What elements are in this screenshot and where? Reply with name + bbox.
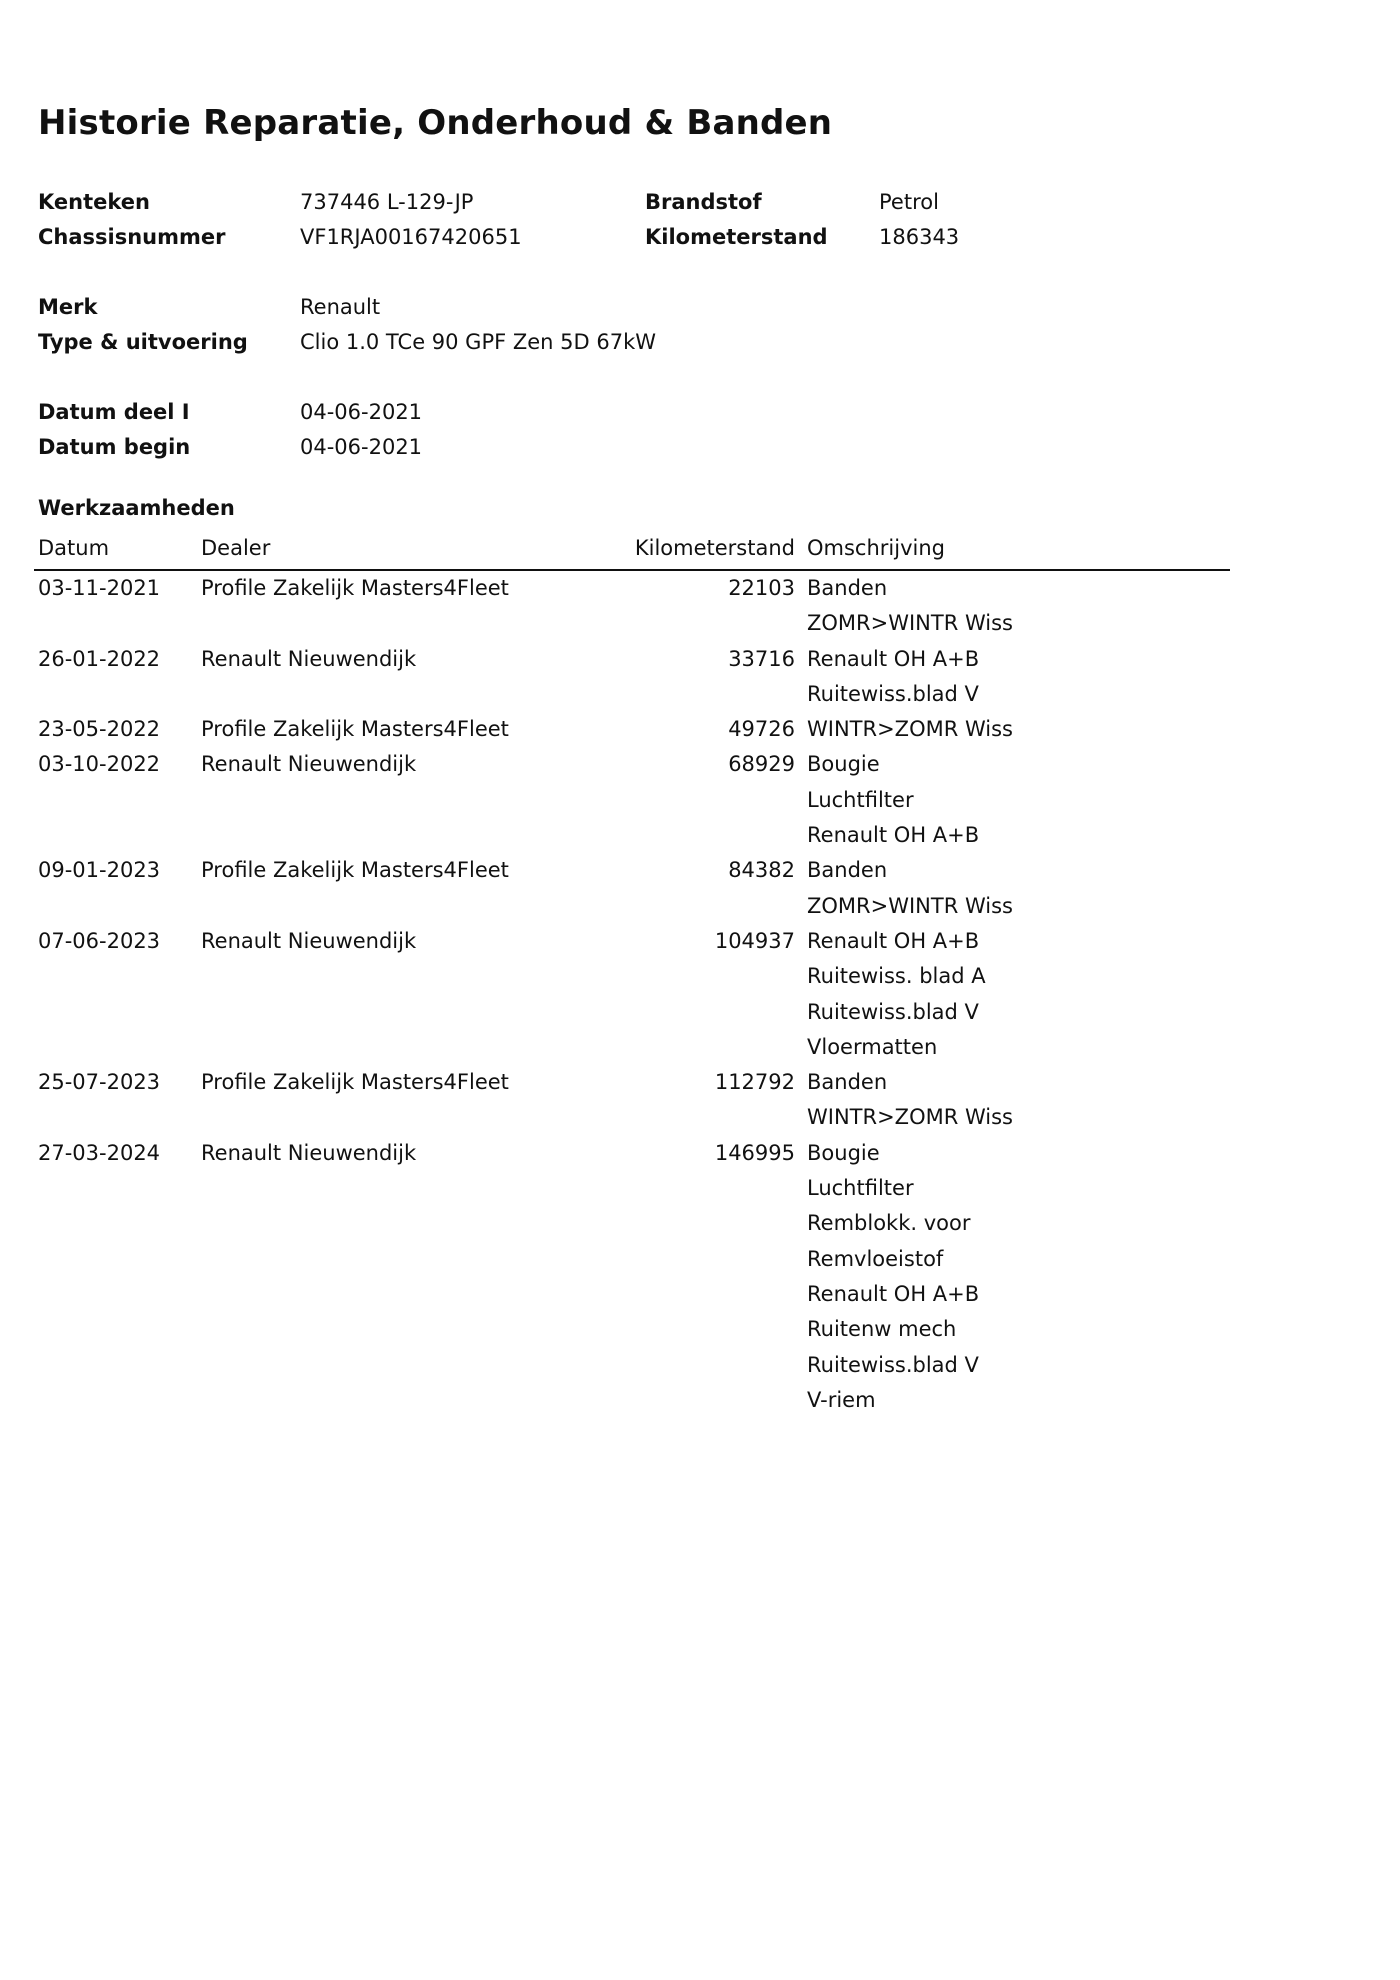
werkzaamheden-title: Werkzaamheden <box>38 496 235 520</box>
omschrijving-line: Ruitewiss.blad V <box>807 681 979 706</box>
cell-kilometerstand: 68929 <box>728 752 795 777</box>
omschrijving-line: WINTR>ZOMR Wiss <box>807 1105 1014 1130</box>
omschrijving-line: Ruitewiss. blad A <box>807 964 986 989</box>
omschrijving-line: Bougie <box>807 752 880 777</box>
cell-datum: 09-01-2023 <box>38 858 161 883</box>
table-row <box>34 1136 1230 1418</box>
omschrijving-line: ZOMR>WINTR Wiss <box>807 893 1014 918</box>
kilometerstand-label: Kilometerstand <box>645 225 828 249</box>
cell-kilometerstand: 112792 <box>714 1070 795 1095</box>
cell-kilometerstand: 22103 <box>728 576 795 600</box>
omschrijving-line: Renault OH A+B <box>807 928 980 953</box>
merk-value: Renault <box>300 295 381 319</box>
omschrijving-line: Ruitewiss.blad V <box>807 999 979 1024</box>
datum-deel-label: Datum deel I <box>38 400 190 424</box>
cell-omschrijving <box>807 642 1400 713</box>
kenteken-value: 737446 L-129-JP <box>300 190 474 214</box>
cell-omschrijving <box>807 853 1400 924</box>
cell-datum: 27-03-2024 <box>38 1140 161 1165</box>
cell-dealer: Profile Zakelijk Masters4Fleet <box>201 858 509 883</box>
cell-kilometerstand: 146995 <box>714 1140 795 1165</box>
omschrijving-line: Banden <box>807 576 888 600</box>
cell-kilometerstand: 104937 <box>714 928 795 953</box>
datum-deel-value: 04-06-2021 <box>300 400 423 424</box>
cell-omschrijving <box>807 747 1400 853</box>
merk-label: Merk <box>38 295 98 319</box>
kilometerstand-value: 186343 <box>879 225 960 249</box>
cell-dealer: Renault Nieuwendijk <box>201 646 417 671</box>
cell-omschrijving <box>807 1065 1400 1136</box>
omschrijving-line: Renault OH A+B <box>807 646 980 671</box>
datum-begin-value: 04-06-2021 <box>300 435 423 459</box>
kenteken-label: Kenteken <box>38 190 150 214</box>
column-header-dealer: Dealer <box>201 536 271 560</box>
omschrijving-line: Renault OH A+B <box>807 823 980 848</box>
column-header-omschrijving: Omschrijving <box>807 536 945 560</box>
cell-omschrijving <box>807 571 1400 642</box>
type-uitvoering-value: Clio 1.0 TCe 90 GPF Zen 5D 67kW <box>300 330 657 354</box>
table-row <box>34 571 1230 642</box>
werkzaamheden-table <box>34 536 1230 1418</box>
brandstof-value: Petrol <box>879 190 939 214</box>
cell-omschrijving <box>807 924 1400 1065</box>
cell-kilometerstand: 84382 <box>728 858 795 883</box>
omschrijving-line: Ruitenw mech <box>807 1317 957 1342</box>
table-row <box>34 747 1230 853</box>
omschrijving-line: Bougie <box>807 1140 880 1165</box>
brandstof-label: Brandstof <box>645 190 762 214</box>
datum-begin-label: Datum begin <box>38 435 191 459</box>
omschrijving-line: Renault OH A+B <box>807 1281 980 1306</box>
table-row <box>34 924 1230 1065</box>
omschrijving-line: Remvloeistof <box>807 1246 944 1271</box>
omschrijving-line: Luchtfilter <box>807 787 914 812</box>
page-title: Historie Reparatie, Onderhoud & Banden <box>38 103 833 143</box>
table-header <box>34 536 1230 571</box>
cell-datum: 07-06-2023 <box>38 928 161 953</box>
column-header-datum: Datum <box>38 536 110 560</box>
table-row <box>34 712 1230 747</box>
cell-dealer: Profile Zakelijk Masters4Fleet <box>201 1070 509 1095</box>
table-row <box>34 1065 1230 1136</box>
cell-dealer: Renault Nieuwendijk <box>201 1140 417 1165</box>
cell-datum: 03-10-2022 <box>38 752 161 777</box>
column-header-kilometerstand: Kilometerstand <box>634 536 795 560</box>
document-page <box>38 0 1368 1980</box>
omschrijving-line: WINTR>ZOMR Wiss <box>807 717 1014 742</box>
table-row <box>34 853 1230 924</box>
cell-dealer: Profile Zakelijk Masters4Fleet <box>201 576 509 600</box>
omschrijving-line: Vloermatten <box>807 1034 938 1059</box>
cell-kilometerstand: 33716 <box>728 646 795 671</box>
cell-datum: 26-01-2022 <box>38 646 161 671</box>
omschrijving-line: Banden <box>807 1070 888 1095</box>
chassisnummer-label: Chassisnummer <box>38 225 226 249</box>
cell-datum: 23-05-2022 <box>38 717 161 742</box>
table-row <box>34 642 1230 713</box>
omschrijving-line: Remblokk. voor <box>807 1211 971 1236</box>
cell-kilometerstand: 49726 <box>728 717 795 742</box>
cell-dealer: Renault Nieuwendijk <box>201 928 417 953</box>
cell-omschrijving <box>807 712 1400 747</box>
table-body <box>34 571 1230 1418</box>
cell-omschrijving <box>807 1136 1400 1418</box>
omschrijving-line: Luchtfilter <box>807 1176 914 1201</box>
cell-datum: 03-11-2021 <box>38 576 161 600</box>
omschrijving-line: V-riem <box>807 1387 876 1412</box>
chassisnummer-value: VF1RJA00167420651 <box>300 225 522 249</box>
omschrijving-line: Banden <box>807 858 888 883</box>
cell-datum: 25-07-2023 <box>38 1070 161 1095</box>
cell-dealer: Renault Nieuwendijk <box>201 752 417 777</box>
type-uitvoering-label: Type & uitvoering <box>38 330 248 354</box>
omschrijving-line: ZOMR>WINTR Wiss <box>807 611 1014 636</box>
omschrijving-line: Ruitewiss.blad V <box>807 1352 979 1377</box>
cell-dealer: Profile Zakelijk Masters4Fleet <box>201 717 509 742</box>
